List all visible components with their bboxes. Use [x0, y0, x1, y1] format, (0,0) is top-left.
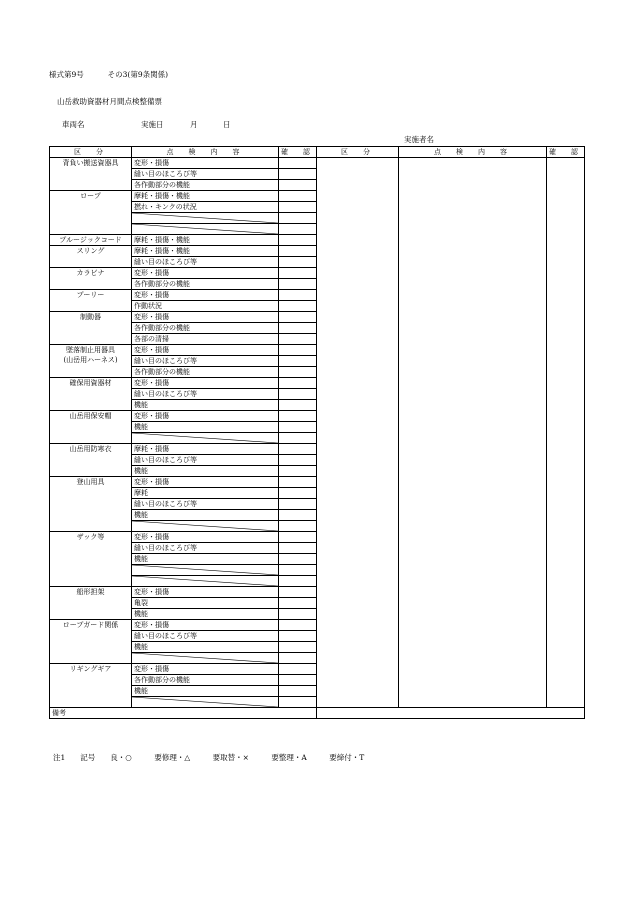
inspection-item: 変形・損傷	[132, 532, 279, 543]
check-cell[interactable]	[279, 499, 317, 510]
check-cell[interactable]	[279, 400, 317, 411]
check-cell[interactable]	[279, 389, 317, 400]
category-cell: ザック等	[50, 532, 132, 587]
check-cell[interactable]	[279, 301, 317, 312]
inspection-item: 変形・損傷	[132, 268, 279, 279]
check-cell[interactable]	[279, 697, 317, 708]
month-label: 月	[190, 120, 198, 129]
check-cell[interactable]	[279, 521, 317, 532]
check-cell[interactable]	[279, 598, 317, 609]
check-cell[interactable]	[279, 235, 317, 246]
inspection-item: 縫い目のほころび等	[132, 631, 279, 642]
inspection-item: 縫い目のほころび等	[132, 257, 279, 268]
check-cell[interactable]	[279, 169, 317, 180]
check-cell[interactable]	[279, 323, 317, 334]
check-cell[interactable]	[279, 631, 317, 642]
check-cell[interactable]	[279, 587, 317, 598]
check-cell[interactable]	[279, 180, 317, 191]
remarks-field[interactable]: 備考	[50, 708, 317, 719]
check-cell[interactable]	[279, 279, 317, 290]
col-category-right: 区 分	[317, 147, 399, 158]
inspection-item: 機能	[132, 400, 279, 411]
inspection-item: 変形・損傷	[132, 312, 279, 323]
category-cell: 墜落制止用器具 (山岳用ハーネス)	[50, 345, 132, 378]
check-cell[interactable]	[279, 686, 317, 697]
inspection-item: 機能	[132, 466, 279, 477]
remarks-field-right[interactable]	[317, 708, 585, 719]
category-cell: 確保用資器材	[50, 378, 132, 411]
inspection-item	[132, 433, 279, 444]
check-cell[interactable]	[279, 356, 317, 367]
check-cell[interactable]	[279, 312, 317, 323]
category-cell: プーリー	[50, 290, 132, 312]
diagonal-line	[132, 521, 278, 531]
inspection-item: 機能	[132, 609, 279, 620]
inspection-item: 作動状況	[132, 301, 279, 312]
category-cell: ロープ	[50, 191, 132, 235]
inspection-item: 各作動部分の機能	[132, 675, 279, 686]
day-label: 日	[223, 120, 231, 129]
inspection-item	[132, 521, 279, 532]
category-cell: 登山用具	[50, 477, 132, 532]
check-cell[interactable]	[279, 510, 317, 521]
inspection-item: 変形・損傷	[132, 290, 279, 301]
remarks-row	[50, 708, 585, 719]
vehicle-label: 車両名	[62, 120, 85, 129]
inspection-item: 機能	[132, 686, 279, 697]
col-check-right: 確 認	[547, 147, 585, 158]
col-inspection-right: 点 検 内 容	[399, 147, 547, 158]
form-title: 山岳救助資器材月間点検整備票	[57, 97, 162, 106]
inspection-item: 摩耗・損傷・機能	[132, 246, 279, 257]
check-cell[interactable]	[279, 477, 317, 488]
check-cell[interactable]	[279, 543, 317, 554]
inspection-item: 各作動部分の機能	[132, 323, 279, 334]
category-cell: リギングギア	[50, 664, 132, 708]
check-cell[interactable]	[279, 675, 317, 686]
check-cell[interactable]	[279, 367, 317, 378]
col-category: 区 分	[50, 147, 132, 158]
inspection-item	[132, 213, 279, 224]
table-row	[50, 158, 585, 169]
inspection-item: 変形・損傷	[132, 345, 279, 356]
right-inspection-area[interactable]	[399, 158, 547, 708]
inspection-item: 変形・損傷	[132, 587, 279, 598]
legend-note: 注1 記号 良・○ 要修理・△ 要取替・× 要整理・A 要締付・T	[53, 753, 365, 762]
check-cell[interactable]	[279, 246, 317, 257]
inspection-item: 変形・損傷	[132, 620, 279, 631]
category-cell: 船形担架	[50, 587, 132, 620]
check-cell[interactable]	[279, 664, 317, 675]
check-cell[interactable]	[279, 191, 317, 202]
inspection-item: 摩耗	[132, 488, 279, 499]
inspection-item: 変形・損傷	[132, 378, 279, 389]
inspection-item: 機能	[132, 510, 279, 521]
inspection-item	[132, 224, 279, 235]
inspection-item: 摩耗・損傷	[132, 444, 279, 455]
inspection-item: 縫い目のほころび等	[132, 455, 279, 466]
check-cell[interactable]	[279, 532, 317, 543]
diagonal-line	[132, 213, 278, 223]
right-check-area[interactable]	[547, 158, 585, 708]
check-cell[interactable]	[279, 455, 317, 466]
inspection-item: 撚れ・キンクの状況	[132, 202, 279, 213]
check-cell[interactable]	[279, 268, 317, 279]
inspection-item: 機能	[132, 554, 279, 565]
category-cell: 山岳用防寒衣	[50, 444, 132, 477]
inspection-item: 摩耗・損傷・機能	[132, 235, 279, 246]
inspector-label: 実施者名	[404, 135, 434, 144]
diagonal-line	[132, 653, 278, 663]
category-cell: プルージックコード	[50, 235, 132, 246]
diagonal-line	[132, 224, 278, 234]
category-cell: 背負い搬送資器具	[50, 158, 132, 191]
inspection-item: 変形・損傷	[132, 664, 279, 675]
check-cell[interactable]	[279, 620, 317, 631]
diagonal-line	[132, 433, 278, 443]
check-cell[interactable]	[279, 202, 317, 213]
inspection-item: 変形・損傷	[132, 158, 279, 169]
inspection-item: 縫い目のほころび等	[132, 356, 279, 367]
check-cell[interactable]	[279, 334, 317, 345]
inspection-item: 縫い目のほころび等	[132, 543, 279, 554]
inspection-item	[132, 565, 279, 576]
inspection-item: 変形・損傷	[132, 477, 279, 488]
inspection-item	[132, 576, 279, 587]
diagonal-line	[132, 576, 278, 586]
inspection-item: 亀裂	[132, 598, 279, 609]
check-cell[interactable]	[279, 433, 317, 444]
check-cell[interactable]	[279, 554, 317, 565]
check-cell[interactable]	[279, 158, 317, 169]
check-cell[interactable]	[279, 642, 317, 653]
diagonal-line	[132, 697, 278, 707]
check-cell[interactable]	[279, 466, 317, 477]
check-cell[interactable]	[279, 257, 317, 268]
inspection-item: 機能	[132, 642, 279, 653]
table-header-row	[50, 147, 585, 158]
inspection-item: 変形・損傷	[132, 411, 279, 422]
inspection-item: 各作動部分の機能	[132, 367, 279, 378]
inspection-item: 縫い目のほころび等	[132, 169, 279, 180]
check-cell[interactable]	[279, 576, 317, 587]
diagonal-line	[132, 565, 278, 575]
category-cell: 制動器	[50, 312, 132, 345]
inspection-item: 摩耗・損傷・機能	[132, 191, 279, 202]
col-inspection: 点 検 内 容	[132, 147, 279, 158]
inspection-item: 各部の清掃	[132, 334, 279, 345]
check-cell[interactable]	[279, 488, 317, 499]
check-cell[interactable]	[279, 345, 317, 356]
check-cell[interactable]	[279, 411, 317, 422]
category-cell: ロープガード関係	[50, 620, 132, 664]
check-cell[interactable]	[279, 290, 317, 301]
category-cell: スリング	[50, 246, 132, 268]
check-cell[interactable]	[279, 653, 317, 664]
inspection-item: 機能	[132, 422, 279, 433]
form-number: 様式第9号 その3(第9条関係)	[49, 70, 169, 79]
col-check: 確 認	[279, 147, 317, 158]
inspection-item: 各作動部分の機能	[132, 279, 279, 290]
inspection-item: 縫い目のほころび等	[132, 389, 279, 400]
inspection-item: 縫い目のほころび等	[132, 499, 279, 510]
inspection-item	[132, 653, 279, 664]
check-cell[interactable]	[279, 224, 317, 235]
date-label: 実施日	[141, 120, 164, 129]
check-cell[interactable]	[279, 444, 317, 455]
inspection-item: 各作動部分の機能	[132, 180, 279, 191]
check-cell[interactable]	[279, 378, 317, 389]
check-cell[interactable]	[279, 213, 317, 224]
category-cell: 山岳用保安帽	[50, 411, 132, 444]
category-cell: カラビナ	[50, 268, 132, 290]
right-category-area[interactable]	[317, 158, 399, 708]
check-cell[interactable]	[279, 422, 317, 433]
inspection-table	[49, 146, 585, 719]
inspection-item	[132, 697, 279, 708]
check-cell[interactable]	[279, 609, 317, 620]
check-cell[interactable]	[279, 565, 317, 576]
